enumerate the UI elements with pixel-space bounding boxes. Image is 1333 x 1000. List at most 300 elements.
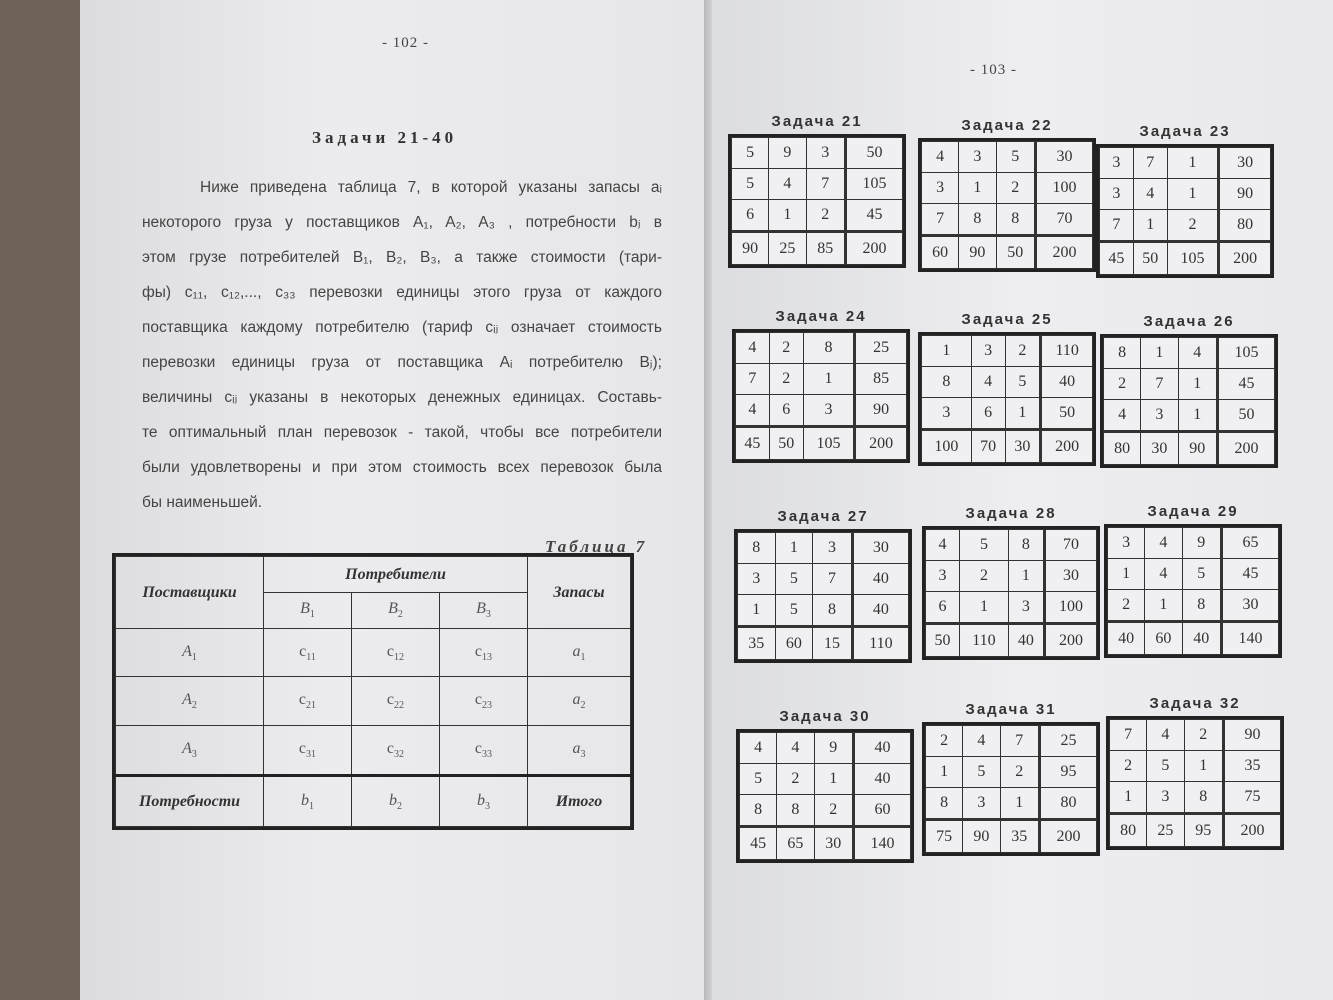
cost-cell: 2: [926, 726, 963, 757]
cost-cell: 7: [813, 564, 853, 595]
table-row: [1104, 338, 1275, 369]
demand-cell: 70: [971, 430, 1005, 463]
table-row: [926, 561, 1097, 592]
cost-cell: $c_{22}$: [351, 677, 439, 725]
suppliers-header: Поставщики: [116, 557, 264, 629]
cost-cell: 4: [971, 367, 1005, 398]
table-row: [926, 788, 1097, 820]
cost-cell: 4: [740, 733, 777, 764]
cost-cell: 5: [963, 757, 1000, 788]
table-row: [1110, 751, 1281, 782]
cost-cell: 3: [738, 564, 776, 595]
problem-statement: [142, 170, 662, 520]
demand-cell: 30: [1005, 430, 1041, 463]
supply-cell: 90: [1223, 720, 1280, 751]
cost-cell: $c_{12}$: [351, 629, 439, 677]
cost-cell: 2: [1005, 336, 1041, 367]
task-table: [1106, 716, 1284, 850]
supply-cell: 30: [1219, 148, 1271, 179]
supply-cell: 45: [1217, 369, 1274, 400]
paragraph-line: были удовлетворены и при этом стоимость всех перевозок была: [142, 459, 662, 476]
cost-cell: 8: [803, 333, 855, 364]
supply-cell: 60: [853, 795, 910, 827]
cost-cell: 3: [922, 173, 959, 204]
cost-cell: 1: [1167, 148, 1219, 179]
table-row: [922, 204, 1093, 236]
table-row: [738, 533, 909, 564]
supply-cell: 90: [1219, 179, 1271, 210]
cost-cell: 1: [960, 592, 1009, 624]
cost-cell: 2: [960, 561, 1009, 592]
cost-cell: 6: [971, 398, 1005, 430]
demand-cell: $b_2$: [351, 776, 439, 827]
cost-cell: 1: [1167, 179, 1219, 210]
totals-row: [740, 827, 911, 860]
demand-cell: $b_3$: [439, 776, 527, 827]
task-card: [918, 308, 1096, 466]
cost-cell: 4: [736, 333, 770, 364]
cost-cell: 4: [1178, 338, 1217, 369]
supplier-cell: $A_2$: [116, 677, 264, 725]
supply-cell: 70: [1035, 204, 1092, 236]
demand-cell: 110: [960, 624, 1009, 657]
totals-row: [926, 624, 1097, 657]
task-title: Задача 26: [1143, 313, 1235, 330]
cost-cell: 2: [1108, 590, 1145, 622]
table-row: [732, 138, 903, 169]
cost-cell: 3: [806, 138, 845, 169]
cost-cell: 4: [926, 530, 960, 561]
cost-cell: 5: [732, 138, 769, 169]
cost-cell: $c_{33}$: [439, 725, 527, 776]
task-card: [1100, 310, 1278, 468]
paragraph-line: те оптимальный план перевозок - такой, чтобы все потребители: [142, 424, 662, 441]
supply-cell: 80: [1039, 788, 1096, 820]
demand-cell: 35: [738, 627, 776, 660]
cost-cell: 8: [959, 204, 996, 236]
demand-cell: 50: [1133, 242, 1167, 275]
cost-cell: 8: [777, 795, 814, 827]
task-card: [736, 705, 914, 863]
cost-cell: 1: [738, 595, 776, 627]
consumer-header-cell: $B_1$: [264, 593, 352, 629]
cost-cell: 9: [769, 138, 806, 169]
table-row: [116, 629, 631, 677]
demand-cell: 80: [1110, 814, 1147, 847]
demand-cell: 45: [1100, 242, 1134, 275]
table-row: [1110, 720, 1281, 751]
cost-cell: 3: [1147, 782, 1184, 814]
table-row: [1100, 148, 1271, 179]
cost-cell: 5: [960, 530, 1009, 561]
supply-cell: 100: [1044, 592, 1096, 624]
supply-cell: 45: [845, 200, 902, 232]
task-card: [728, 110, 906, 268]
cost-cell: 1: [1008, 561, 1044, 592]
cost-cell: 2: [996, 173, 1035, 204]
task-title: Задача 22: [961, 117, 1053, 134]
table-row: [736, 333, 907, 364]
totals-row: [732, 232, 903, 265]
table-row: [736, 395, 907, 427]
supply-cell: 75: [1223, 782, 1280, 814]
grand-total-cell: 200: [1044, 624, 1096, 657]
task-table: [728, 134, 906, 268]
totals-row: [922, 430, 1093, 463]
demand-cell: 50: [996, 236, 1035, 269]
total-header: Итого: [528, 776, 631, 827]
totals-row: [1104, 432, 1275, 465]
task-table: [1100, 334, 1278, 468]
demand-cell: 90: [1178, 432, 1217, 465]
cost-cell: 4: [769, 169, 806, 200]
cost-cell: 5: [775, 595, 813, 627]
cost-cell: 1: [1000, 788, 1039, 820]
cost-cell: 1: [959, 173, 996, 204]
task-table: [736, 729, 914, 863]
section-heading: Задачи 21-40: [312, 128, 458, 147]
paragraph-line: перевозки единицы груза от поставщика Aᵢ потребителю Bⱼ);: [142, 354, 662, 371]
cost-cell: 5: [1147, 751, 1184, 782]
cost-cell: 1: [1141, 338, 1178, 369]
cost-cell: 8: [996, 204, 1035, 236]
cost-cell: 2: [806, 200, 845, 232]
demand-cell: 35: [1000, 820, 1039, 853]
demand-cell: 25: [1147, 814, 1184, 847]
cost-cell: 3: [963, 788, 1000, 820]
consumers-header: Потребители: [264, 557, 528, 593]
cost-cell: 2: [814, 795, 853, 827]
table-row: [1108, 559, 1279, 590]
cost-cell: 2: [1110, 751, 1147, 782]
cost-cell: 1: [922, 336, 972, 367]
cost-cell: 3: [922, 398, 972, 430]
cost-cell: 8: [813, 595, 853, 627]
cost-cell: 7: [1133, 148, 1167, 179]
table-row: [1100, 210, 1271, 242]
task-title: Задача 30: [779, 708, 871, 725]
table-caption: Таблица 7: [545, 537, 648, 556]
cost-cell: 1: [1178, 400, 1217, 432]
cost-cell: 2: [769, 333, 803, 364]
supply-cell: 70: [1044, 530, 1096, 561]
cost-cell: 9: [814, 733, 853, 764]
task-card: [918, 114, 1096, 272]
paragraph-line: величины cᵢⱼ указаны в некоторых денежных единицах. Составь-: [142, 389, 662, 406]
consumer-header-cell: $B_3$: [439, 593, 527, 629]
cost-cell: 1: [1110, 782, 1147, 814]
table-row: [1108, 590, 1279, 622]
demand-cell: 85: [806, 232, 845, 265]
supply-cell: 30: [852, 533, 908, 564]
task-table: [732, 329, 910, 463]
table-row: [732, 200, 903, 232]
cost-cell: $c_{21}$: [264, 677, 352, 725]
demand-cell: 40: [1108, 622, 1145, 655]
table-row: [736, 364, 907, 395]
demand-cell: 60: [775, 627, 813, 660]
cost-cell: 4: [1147, 720, 1184, 751]
supply-cell: 35: [1223, 751, 1280, 782]
cost-cell: $c_{11}$: [264, 629, 352, 677]
table-row: [1110, 782, 1281, 814]
cost-cell: 5: [1005, 367, 1041, 398]
grand-total-cell: 200: [855, 427, 907, 460]
grand-total-cell: 200: [1223, 814, 1280, 847]
table-row: [922, 398, 1093, 430]
cost-cell: 6: [732, 200, 769, 232]
paragraph-line: бы наименьшей.: [142, 494, 263, 511]
cost-cell: 2: [1000, 757, 1039, 788]
totals-row: [922, 236, 1093, 269]
cost-cell: 7: [806, 169, 845, 200]
supply-cell: 110: [1041, 336, 1093, 367]
task-card: [732, 305, 910, 463]
grand-total-cell: 200: [1035, 236, 1092, 269]
grand-total-cell: 200: [845, 232, 902, 265]
task-title: Задача 25: [961, 311, 1053, 328]
demand-cell: 50: [769, 427, 803, 460]
cost-cell: 3: [1141, 400, 1178, 432]
demand-cell: 25: [769, 232, 806, 265]
consumer-header-cell: $B_2$: [351, 593, 439, 629]
cost-cell: 2: [1167, 210, 1219, 242]
cost-cell: 7: [1110, 720, 1147, 751]
cost-cell: 7: [736, 364, 770, 395]
demand-cell: 15: [813, 627, 853, 660]
totals-row: [1110, 814, 1281, 847]
cost-cell: 5: [996, 142, 1035, 173]
cost-cell: 2: [777, 764, 814, 795]
cost-cell: 8: [738, 533, 776, 564]
paragraph-line: некоторого груза у поставщиков A₁, A₂, A₃ , потребности bⱼ в: [142, 214, 662, 231]
table-row: [1108, 528, 1279, 559]
supply-cell: 85: [855, 364, 907, 395]
demand-cell: $b_1$: [264, 776, 352, 827]
cost-cell: 1: [926, 757, 963, 788]
cost-cell: 5: [740, 764, 777, 795]
paragraph-line: этом грузе потребителей B₁, B₂, B₃, а также стоимости (тари-: [142, 249, 662, 266]
supply-cell: 45: [1221, 559, 1278, 590]
demand-cell: 60: [1145, 622, 1182, 655]
supply-cell: 40: [1041, 367, 1093, 398]
grand-total-cell: 200: [1041, 430, 1093, 463]
table-row: [1100, 179, 1271, 210]
cost-cell: 1: [803, 364, 855, 395]
supply-cell: 30: [1044, 561, 1096, 592]
supply-cell: 25: [855, 333, 907, 364]
supply-cell: 80: [1219, 210, 1271, 242]
task-card: [1106, 692, 1284, 850]
supply-cell: 105: [1217, 338, 1274, 369]
demand-cell: 30: [1141, 432, 1178, 465]
cost-cell: 1: [769, 200, 806, 232]
cost-cell: 1: [814, 764, 853, 795]
cost-cell: 1: [1178, 369, 1217, 400]
cost-cell: 1: [1108, 559, 1145, 590]
task-table: [922, 722, 1100, 856]
demand-cell: 60: [922, 236, 959, 269]
demand-cell: 90: [732, 232, 769, 265]
task-table: [734, 529, 912, 663]
cost-cell: 3: [1100, 179, 1134, 210]
demand-cell: 80: [1104, 432, 1141, 465]
stock-cell: $a_3$: [528, 725, 631, 776]
table-row: [1104, 369, 1275, 400]
task-card: [922, 502, 1100, 660]
task-title: Задача 21: [771, 113, 863, 130]
task-card: [1096, 120, 1274, 278]
table-row: [926, 530, 1097, 561]
table-row: [1104, 400, 1275, 432]
grand-total-cell: 200: [1217, 432, 1274, 465]
task-title: Задача 32: [1149, 695, 1241, 712]
cost-cell: 9: [1182, 528, 1221, 559]
demand-cell: 45: [736, 427, 770, 460]
stock-cell: $a_2$: [528, 677, 631, 725]
table-row: [116, 677, 631, 725]
task-card: [1104, 500, 1282, 658]
demand-cell: 90: [963, 820, 1000, 853]
cost-cell: 3: [803, 395, 855, 427]
paragraph-line: фы) c₁₁, c₁₂,..., c₃₃ перевозки единицы этого груза от каждого: [142, 284, 662, 301]
cost-cell: 4: [777, 733, 814, 764]
totals-row: [738, 627, 909, 660]
paragraph-line: Ниже приведена таблица 7, в которой указаны запасы aᵢ: [200, 179, 662, 196]
grand-total-cell: 140: [1221, 622, 1278, 655]
task-table: [922, 526, 1100, 660]
grand-total-cell: 200: [1039, 820, 1096, 853]
cost-cell: 3: [971, 336, 1005, 367]
cost-cell: 4: [1104, 400, 1141, 432]
cost-cell: 2: [769, 364, 803, 395]
table-row: [926, 726, 1097, 757]
cost-cell: 7: [1100, 210, 1134, 242]
cost-cell: 5: [1182, 559, 1221, 590]
cost-cell: 4: [922, 142, 959, 173]
supply-cell: 25: [1039, 726, 1096, 757]
table-row: [922, 367, 1093, 398]
cost-cell: 4: [1145, 528, 1182, 559]
cost-cell: 4: [1133, 179, 1167, 210]
grand-total-cell: 200: [1219, 242, 1271, 275]
cost-cell: 8: [922, 367, 972, 398]
table-row: [116, 725, 631, 776]
cost-cell: 1: [775, 533, 813, 564]
cost-cell: 6: [769, 395, 803, 427]
supply-cell: 50: [1041, 398, 1093, 430]
cost-cell: 7: [1000, 726, 1039, 757]
task-table: [918, 332, 1096, 466]
stock-header: Запасы: [528, 557, 631, 629]
right-page-number: - 103 -: [970, 62, 1017, 78]
task-table: [918, 138, 1096, 272]
totals-row: [1100, 242, 1271, 275]
cost-cell: 1: [1133, 210, 1167, 242]
supply-cell: 100: [1035, 173, 1092, 204]
supply-cell: 65: [1221, 528, 1278, 559]
cost-cell: 7: [1141, 369, 1178, 400]
supply-cell: 30: [1221, 590, 1278, 622]
demand-cell: 75: [926, 820, 963, 853]
cost-cell: $c_{23}$: [439, 677, 527, 725]
table-row: [740, 733, 911, 764]
task-title: Задача 31: [965, 701, 1057, 718]
demand-cell: 90: [959, 236, 996, 269]
table-row: [926, 592, 1097, 624]
cost-cell: 3: [1008, 592, 1044, 624]
cost-cell: 1: [1145, 590, 1182, 622]
demand-cell: 105: [803, 427, 855, 460]
cost-cell: 6: [926, 592, 960, 624]
table-row: [922, 173, 1093, 204]
cost-cell: 5: [775, 564, 813, 595]
table-row: [740, 795, 911, 827]
stock-cell: $a_1$: [528, 629, 631, 677]
cost-cell: $c_{32}$: [351, 725, 439, 776]
demand-cell: 50: [926, 624, 960, 657]
demand-cell: 40: [1008, 624, 1044, 657]
table-row: [738, 595, 909, 627]
supply-cell: 30: [1035, 142, 1092, 173]
table-row: [738, 564, 909, 595]
table-row: [926, 757, 1097, 788]
cost-cell: 2: [1184, 720, 1223, 751]
task-title: Задача 24: [775, 308, 867, 325]
supply-cell: 50: [1217, 400, 1274, 432]
cost-cell: 8: [740, 795, 777, 827]
totals-row: [926, 820, 1097, 853]
supply-cell: 40: [853, 764, 910, 795]
cost-cell: 7: [922, 204, 959, 236]
demand-cell: 40: [1182, 622, 1221, 655]
task-title: Задача 28: [965, 505, 1057, 522]
cost-cell: 1: [1184, 751, 1223, 782]
cost-cell: $c_{31}$: [264, 725, 352, 776]
cost-cell: 2: [1104, 369, 1141, 400]
cost-cell: 3: [959, 142, 996, 173]
supply-cell: 90: [855, 395, 907, 427]
cost-cell: 3: [926, 561, 960, 592]
table-row: [922, 336, 1093, 367]
cost-cell: 1: [1005, 398, 1041, 430]
table-row: [740, 764, 911, 795]
demand-cell: 95: [1184, 814, 1223, 847]
cost-cell: 4: [963, 726, 1000, 757]
transport-table: [112, 553, 634, 830]
task-title: Задача 23: [1139, 123, 1231, 140]
task-table: [1104, 524, 1282, 658]
demand-cell: 105: [1167, 242, 1219, 275]
demand-cell: 45: [740, 827, 777, 860]
cost-cell: 8: [1008, 530, 1044, 561]
cost-cell: 3: [1108, 528, 1145, 559]
supply-cell: 40: [853, 733, 910, 764]
table-row: [922, 142, 1093, 173]
totals-row: [736, 427, 907, 460]
paragraph-line: поставщика каждому потребителю (тариф cᵢⱼ означает стоимость: [142, 319, 662, 336]
demand-row: [116, 776, 631, 827]
supply-cell: 105: [845, 169, 902, 200]
supplier-cell: $A_3$: [116, 725, 264, 776]
supply-cell: 40: [852, 595, 908, 627]
task-table: [1096, 144, 1274, 278]
cost-cell: 3: [1100, 148, 1134, 179]
cost-cell: $c_{13}$: [439, 629, 527, 677]
cost-cell: 8: [926, 788, 963, 820]
demand-cell: 100: [922, 430, 972, 463]
cost-cell: 4: [1145, 559, 1182, 590]
